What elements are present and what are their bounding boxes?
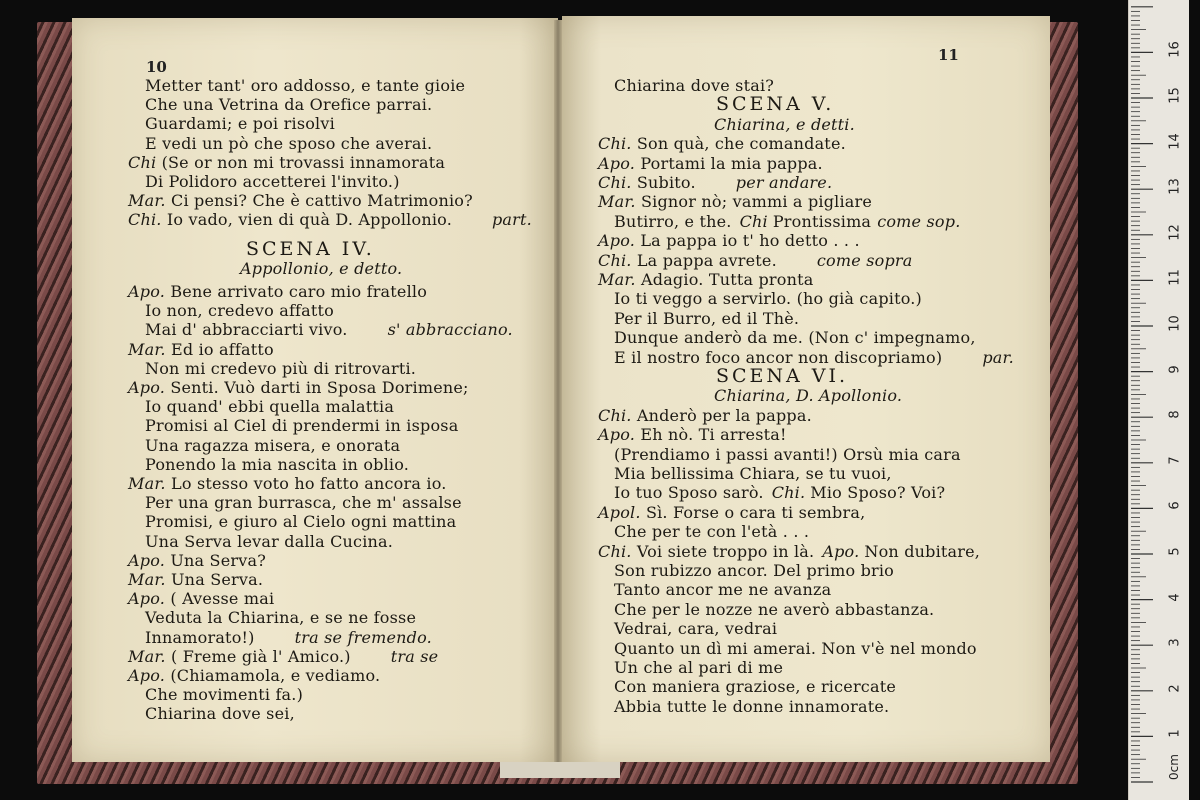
speaker-label: Mar. xyxy=(128,474,166,493)
verse-text: Ci pensi? Che è cattivo Matrimonio? xyxy=(171,191,473,211)
stage-direction: come sop. xyxy=(877,211,961,231)
scene-heading: SCENA V. xyxy=(716,93,835,116)
ruler-number: 5 xyxy=(1167,547,1183,556)
verse-text: Abbia tutte le donne innamorate. xyxy=(614,696,890,716)
spine-strip xyxy=(500,762,620,778)
verse-line xyxy=(614,522,809,541)
verse-text-continued: Mio Sposo? Voi? xyxy=(810,483,946,503)
verse-line xyxy=(598,270,813,289)
verse-line xyxy=(614,483,945,502)
speaker-label: Apo. xyxy=(128,378,166,397)
verse-line xyxy=(614,309,799,328)
verse-line xyxy=(128,191,473,210)
verse-text: Son rubizzo ancor. Del primo brio xyxy=(614,561,895,580)
verse-line xyxy=(145,320,513,339)
verse-text: Una ragazza misera, e onorata xyxy=(145,435,401,455)
verse-text: Voi siete troppo in là. xyxy=(636,541,815,561)
speaker-label: Apol. xyxy=(598,502,641,522)
speaker-label: Mar. xyxy=(128,339,166,359)
page-number-right: 11 xyxy=(938,46,959,64)
verse-text: ( Freme già l' Amico.) xyxy=(171,646,351,666)
ruler-number: 15 xyxy=(1167,87,1183,104)
verse-line xyxy=(145,628,432,647)
verse-text: Chiarina dove stai? xyxy=(614,76,775,95)
ruler-number: 11 xyxy=(1167,269,1183,287)
verse-line xyxy=(614,580,831,599)
verse-text: Son quà, che comandate. xyxy=(636,134,846,154)
verse-text: Una Serva levar dalla Cucina. xyxy=(145,531,394,551)
speaker-label: Chi. xyxy=(128,210,162,230)
ruler-number: 7 xyxy=(1167,456,1183,465)
verse-line xyxy=(614,658,783,677)
inline-speaker-label: Chi. xyxy=(771,483,806,503)
verse-text: Con maniera graziose, e ricercate xyxy=(614,677,896,697)
ruler-number: 10 xyxy=(1167,315,1183,332)
verse-line xyxy=(145,512,456,531)
speaker-label: Chi. xyxy=(598,134,632,154)
verse-text-continued: Non dubitare, xyxy=(864,541,981,561)
verse-line xyxy=(598,542,980,561)
ruler-number: 3 xyxy=(1167,638,1183,647)
verse-text: Lo stesso voto ho fatto ancora io. xyxy=(171,474,447,493)
scene-cast: Appollonio, e detto. xyxy=(240,258,403,278)
verse-line xyxy=(614,561,894,580)
verse-line xyxy=(145,436,400,455)
speaker-label: Apo. xyxy=(128,282,166,301)
verse-line xyxy=(598,425,787,444)
verse-text-continued: Prontissima xyxy=(772,211,872,231)
speaker-label: Mar. xyxy=(128,646,166,666)
ruler-number: 16 xyxy=(1167,41,1183,59)
speaker-label: Mar. xyxy=(598,192,636,212)
verse-text: Senti. Vuò darti in Sposa Dorimene; xyxy=(170,378,469,397)
verse-line xyxy=(128,474,447,493)
stage-direction: tra se fremendo. xyxy=(294,627,432,647)
verse-line xyxy=(145,76,465,95)
verse-text: E vedi un pò che sposo che averai. xyxy=(145,133,433,153)
verse-text: Io tuo Sposo sarò. xyxy=(614,483,764,503)
speaker-label: Apo. xyxy=(128,589,166,609)
page-number-left: 10 xyxy=(146,58,167,76)
verse-text: Anderò per la pappa. xyxy=(636,405,812,425)
verse-text: Veduta la Chiarina, e se ne fosse xyxy=(145,608,417,628)
scene-cast: Chiarina, e detti. xyxy=(714,114,855,134)
ruler-unit: 0cm xyxy=(1167,754,1181,780)
ruler-number: 9 xyxy=(1167,364,1183,374)
verse-text: Ponendo la mia nascita in oblio. xyxy=(145,454,410,474)
verse-text: Dunque anderò da me. (Non c' impegnamo, xyxy=(614,328,976,348)
verse-text: Mia bellissima Chiara, se tu vuoi, xyxy=(614,464,892,483)
verse-text: Guardami; e poi risolvi xyxy=(145,114,335,134)
verse-text: Una Serva? xyxy=(170,550,266,570)
verse-line xyxy=(145,134,432,153)
scene-heading: SCENA IV. xyxy=(246,237,375,260)
verse-line xyxy=(128,340,274,359)
verse-text: (Prendiamo i passi avanti!) Orsù mia cara xyxy=(614,444,961,464)
verse-line xyxy=(145,608,416,627)
measurement-ruler xyxy=(1128,0,1189,800)
ruler-number: 4 xyxy=(1167,592,1183,602)
verse-text: Bene arrivato caro mio fratello xyxy=(170,282,428,301)
verse-line xyxy=(614,639,977,658)
verse-text: La pappa io t' ho detto . . . xyxy=(640,231,860,251)
verse-line xyxy=(128,647,438,666)
verse-line xyxy=(598,173,832,192)
stage-direction: come sopra xyxy=(816,250,913,270)
verse-text: Signor nò; vammi a pigliare xyxy=(641,192,873,212)
verse-line xyxy=(145,455,409,474)
verse-line xyxy=(128,282,427,301)
verse-text: Non mi credevo più di ritrovarti. xyxy=(145,358,417,378)
verse-line xyxy=(614,348,1014,367)
speaker-label: Chi. xyxy=(598,250,632,270)
ruler-number: 14 xyxy=(1167,132,1183,150)
verse-text: Io quand' ebbi quella malattia xyxy=(145,397,395,417)
verse-text: Che per le nozze ne averò abbastanza. xyxy=(614,599,935,619)
verse-line xyxy=(614,445,961,464)
verse-text: (Se or non mi trovassi innamorata xyxy=(161,152,446,172)
verse-line xyxy=(128,551,266,570)
speaker-label: Apo. xyxy=(598,231,636,251)
speaker-label: Apo. xyxy=(128,550,166,570)
verse-text: Che movimenti fa.) xyxy=(145,685,304,705)
verse-text: Per il Burro, ed il Thè. xyxy=(614,308,800,328)
verse-text: Ed io affatto xyxy=(171,339,274,359)
inline-speaker-label: Chi xyxy=(739,211,768,231)
verse-line xyxy=(128,210,532,229)
speaker-label: Chi. xyxy=(598,405,632,425)
verse-line xyxy=(614,619,777,638)
ruler-number: 6 xyxy=(1167,501,1183,511)
verse-line xyxy=(145,172,400,191)
verse-line xyxy=(128,378,469,397)
verse-line xyxy=(598,231,860,250)
verse-line xyxy=(145,532,393,551)
verse-text: Sì. Forse o cara ti sembra, xyxy=(645,502,866,522)
verse-text: Una Serva. xyxy=(171,570,264,589)
speaker-label: Apo. xyxy=(598,153,636,173)
stage-direction: part. xyxy=(491,210,532,230)
speaker-label: Mar. xyxy=(128,191,166,211)
verse-text: Mai d' abbracciarti vivo. xyxy=(145,320,348,340)
speaker-label: Mar. xyxy=(128,570,166,589)
verse-line xyxy=(614,328,976,347)
inline-speaker-label: Apo. xyxy=(822,541,860,561)
verse-text: Io vado, vien di quà D. Appollonio. xyxy=(166,210,452,230)
verse-line xyxy=(598,503,865,522)
verse-text: Subito. xyxy=(636,173,696,192)
verse-line xyxy=(598,251,912,270)
stage-direction: par. xyxy=(982,347,1014,367)
verse-text: Portami la mia pappa. xyxy=(640,153,823,173)
verse-line xyxy=(145,114,335,133)
verse-line xyxy=(145,685,303,704)
ruler-number: 8 xyxy=(1167,410,1183,419)
scene-cast: Chiarina, D. Apollonio. xyxy=(714,386,903,406)
speaker-label: Chi xyxy=(128,152,157,172)
stage-direction: tra se xyxy=(390,646,439,666)
speaker-label: Apo. xyxy=(598,425,636,445)
verse-line xyxy=(128,153,445,172)
verse-text: Quanto un dì mi amerai. Non v'è nel mondo xyxy=(614,638,977,658)
verse-line xyxy=(598,192,872,211)
speaker-label: Chi. xyxy=(598,173,632,192)
ruler-number: 1 xyxy=(1167,729,1183,739)
verse-text: Butirro, e the. xyxy=(614,211,732,231)
ruler-number: 12 xyxy=(1167,224,1183,241)
verse-text: Adagio. Tutta pronta xyxy=(641,270,814,289)
verse-line xyxy=(128,589,274,608)
verse-text: Tanto ancor me ne avanza xyxy=(614,580,832,600)
verse-line xyxy=(614,697,889,716)
verse-line xyxy=(145,704,295,723)
verse-text: Chiarina dove sei, xyxy=(145,704,295,724)
verse-text: Di Polidoro accetterei l'invito.) xyxy=(145,172,400,191)
verse-text: La pappa avrete. xyxy=(636,250,777,270)
verse-text: (Chiamamola, e vediamo. xyxy=(170,666,381,685)
verse-text: Io non, credevo affatto xyxy=(145,301,335,321)
verse-text: Metter tant' oro addosso, e tante gioie xyxy=(145,76,466,95)
ruler-number: 2 xyxy=(1167,684,1183,693)
verse-line xyxy=(145,493,462,512)
stage-direction: s' abbracciano. xyxy=(387,320,513,340)
verse-line xyxy=(145,301,334,320)
verse-text: Per una gran burrasca, che m' assalse xyxy=(145,493,462,513)
verse-line xyxy=(614,76,774,95)
verse-line xyxy=(128,570,263,589)
verse-line xyxy=(128,666,380,685)
speaker-label: Chi. xyxy=(598,541,632,561)
ruler-number: 13 xyxy=(1167,178,1183,195)
verse-line xyxy=(598,406,812,425)
verse-text: Innamorato!) xyxy=(145,627,255,647)
verse-line xyxy=(614,677,896,696)
speaker-label: Apo. xyxy=(128,666,166,685)
verse-text: Promisi, e giuro al Cielo ogni mattina xyxy=(145,512,457,532)
verse-line xyxy=(614,212,960,231)
verse-text: Vedrai, cara, vedrai xyxy=(614,619,778,639)
stage-direction: per andare. xyxy=(735,173,833,192)
verse-line xyxy=(598,134,846,153)
verse-text: Io ti veggo a servirlo. (ho già capito.) xyxy=(614,289,922,309)
verse-text: Che per te con l'età . . . xyxy=(614,522,810,542)
verse-line xyxy=(614,600,934,619)
book-gutter xyxy=(554,20,562,764)
verse-line xyxy=(145,95,432,114)
verse-line xyxy=(145,359,416,378)
verse-line xyxy=(598,154,823,173)
scene-heading: SCENA VI. xyxy=(716,365,849,387)
verse-line xyxy=(614,464,892,483)
verse-text: Un che al pari di me xyxy=(614,658,784,677)
speaker-label: Mar. xyxy=(598,270,636,289)
verse-text: E il nostro foco ancor non discopriamo) xyxy=(614,347,943,367)
verse-line xyxy=(145,397,394,416)
verse-text: Che una Vetrina da Orefice parrai. xyxy=(145,95,433,115)
verse-line xyxy=(614,289,922,308)
verse-text: ( Avesse mai xyxy=(170,589,275,609)
verse-text: Eh nò. Ti arresta! xyxy=(640,425,787,445)
verse-line xyxy=(145,416,458,435)
verse-text: Promisi al Ciel di prendermi in isposa xyxy=(145,416,459,436)
